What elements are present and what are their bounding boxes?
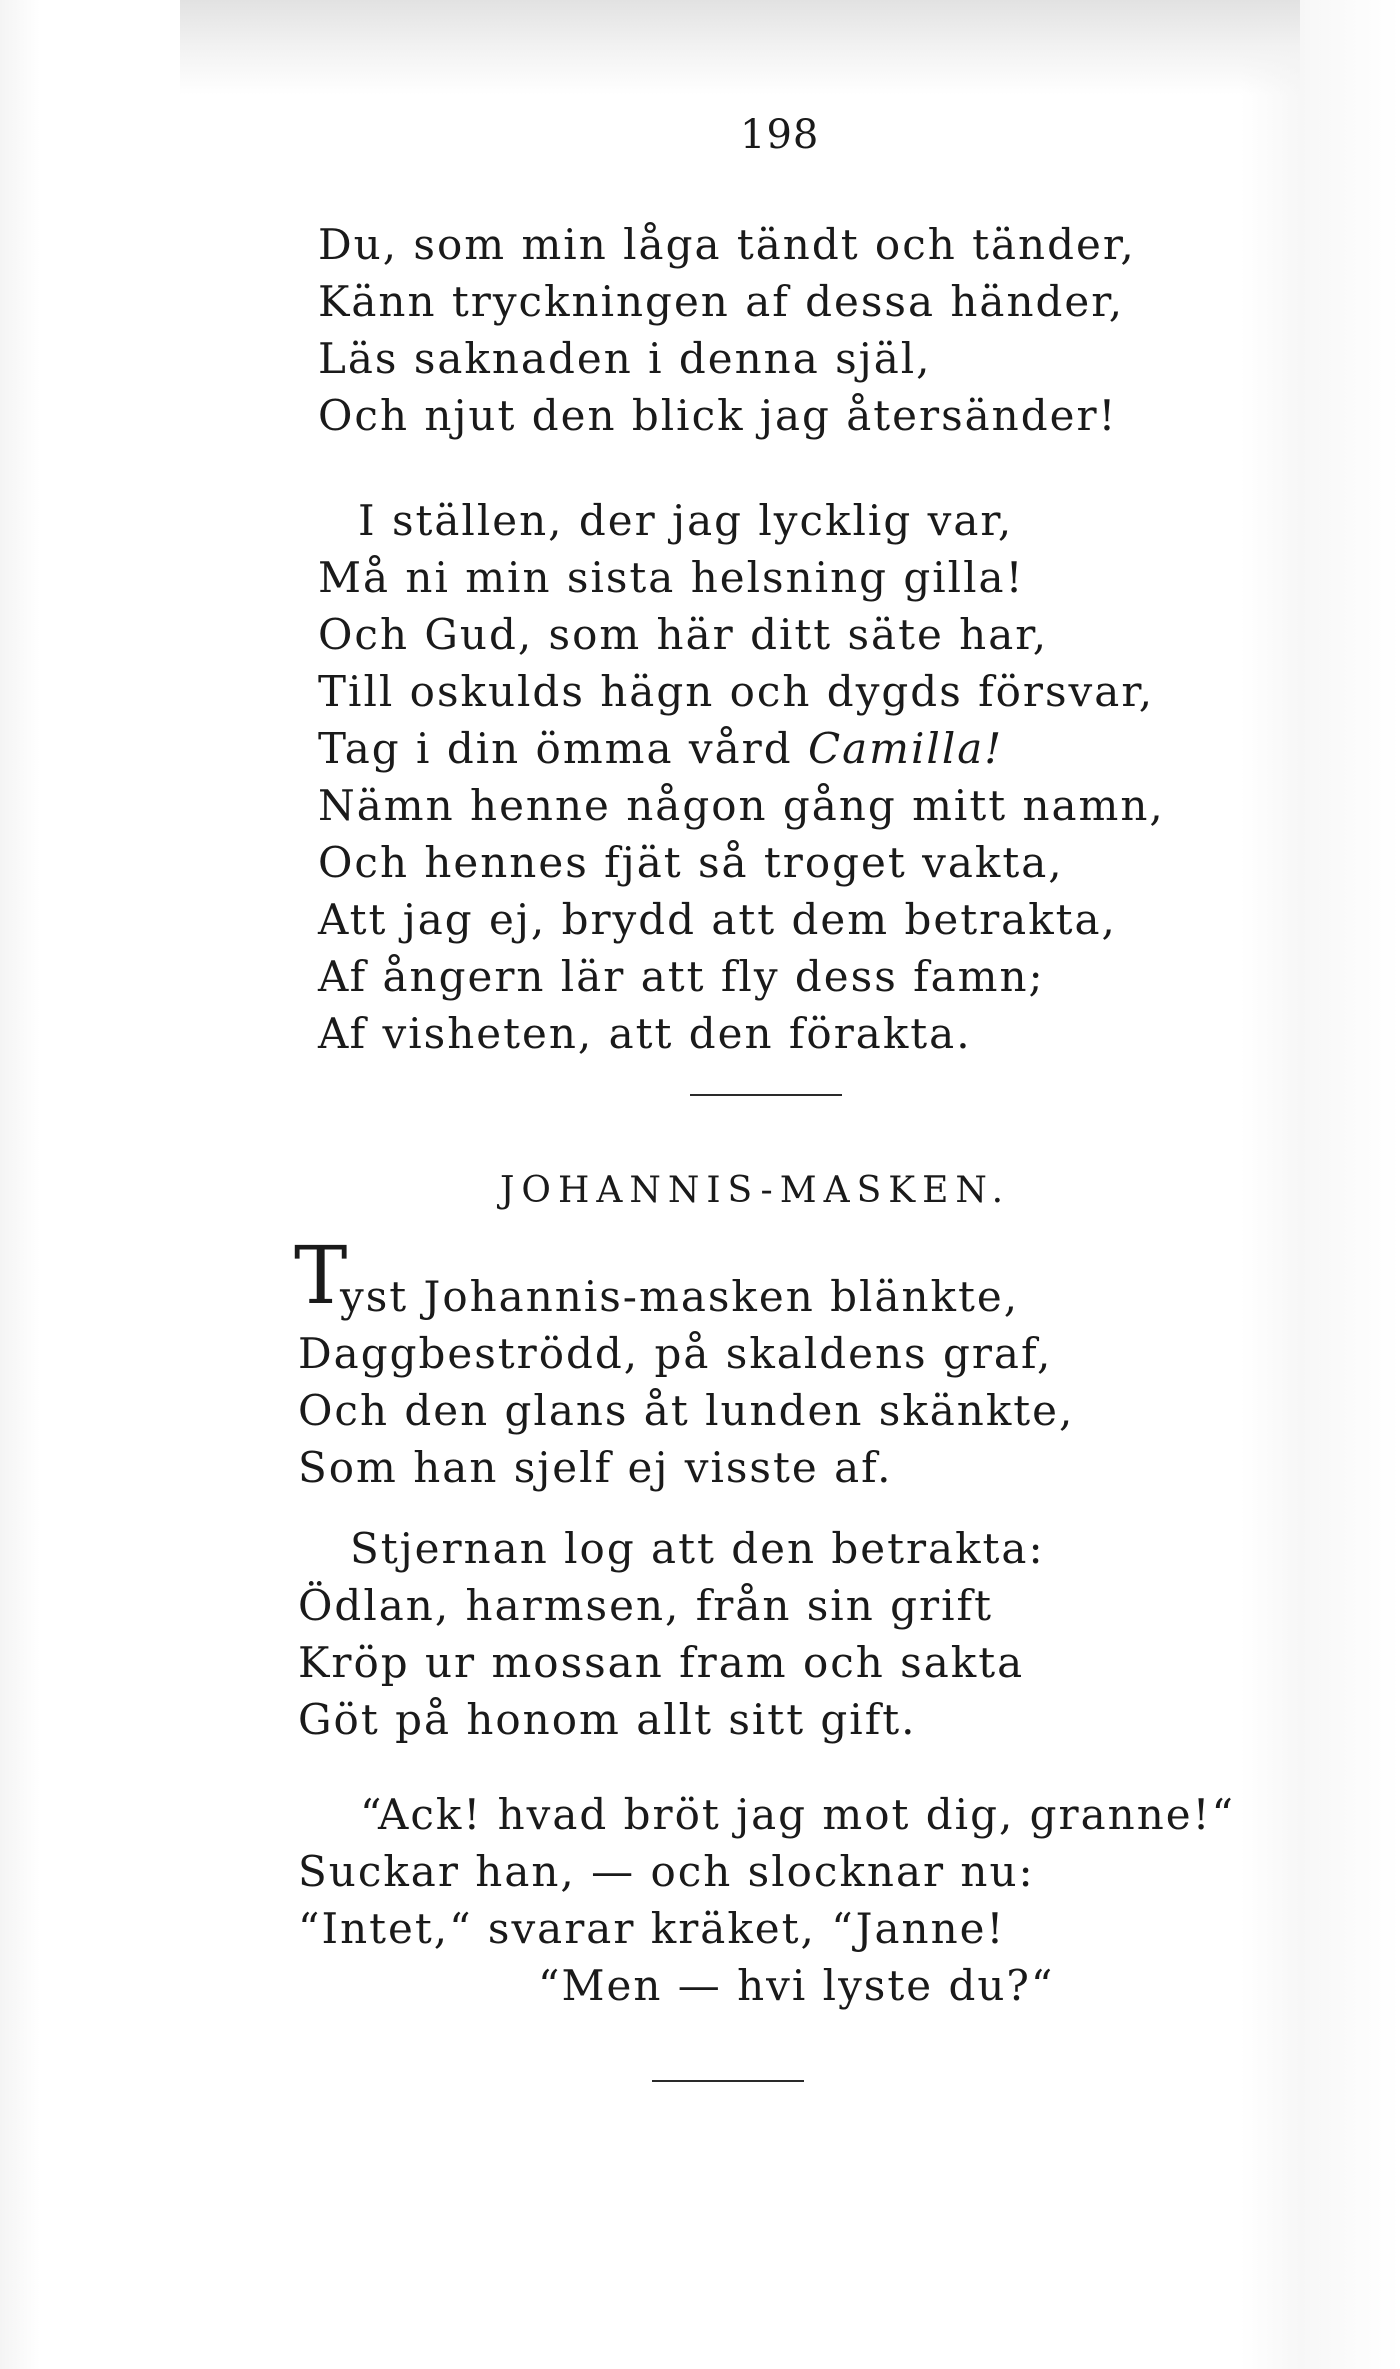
stanza bbox=[298, 1520, 1045, 1748]
verse-line: Af visheten, att den förakta. bbox=[318, 1009, 972, 1058]
verse-line: Göt på honom allt sitt gift. bbox=[298, 1695, 917, 1744]
verse-line: Till oskulds hägn och dygds försvar, bbox=[318, 667, 1155, 716]
verse-line: I ställen, der jag lycklig var, bbox=[358, 496, 1014, 545]
verse-line: Kröp ur mossan fram och sakta bbox=[298, 1638, 1025, 1687]
page-number: 198 bbox=[740, 112, 820, 158]
drop-cap: T bbox=[294, 1229, 348, 1322]
section-divider bbox=[690, 1094, 842, 1096]
end-divider bbox=[652, 2080, 804, 2082]
stanza bbox=[298, 1268, 1074, 1496]
verse-line: Att jag ej, brydd att dem betrakta, bbox=[318, 895, 1117, 944]
stanza bbox=[298, 1786, 1235, 2014]
verse-line: Och njut den blick jag återsänder! bbox=[318, 391, 1118, 440]
scan-shadow bbox=[180, 0, 1300, 95]
stanza bbox=[318, 492, 1165, 1062]
verse-line: Daggbeströdd, på skaldens graf, bbox=[298, 1329, 1053, 1378]
verse-line: Suckar han, — och slocknar nu: bbox=[298, 1847, 1035, 1896]
verse-line: Stjernan log att den betrakta: bbox=[350, 1524, 1045, 1573]
verse-line: Och Gud, som här ditt säte har, bbox=[318, 610, 1049, 659]
verse-line: Och hennes fjät så troget vakta, bbox=[318, 838, 1064, 887]
stanza bbox=[318, 216, 1136, 444]
italic-name: Camilla! bbox=[807, 724, 1004, 773]
verse-line: “Men — hvi lyste du?“ bbox=[538, 1961, 1055, 2010]
verse-line: Af ångern lär att fly dess famn; bbox=[318, 952, 1045, 1001]
verse-line bbox=[318, 720, 1165, 777]
verse-line: Må ni min sista helsning gilla! bbox=[318, 553, 1025, 602]
verse-line: Nämn henne någon gång mitt namn, bbox=[318, 781, 1165, 830]
verse-line: Läs saknaden i denna själ, bbox=[318, 334, 932, 383]
poem-title: JOHANNIS-MASKEN. bbox=[500, 1170, 1011, 1211]
verse-line: Du, som min låga tändt och tänder, bbox=[318, 220, 1136, 269]
verse-line: “Ack! hvad bröt jag mot dig, granne!“ bbox=[360, 1790, 1235, 1839]
verse-line: yst Johannis-masken blänkte, bbox=[340, 1272, 1020, 1321]
verse-line: Ödlan, harmsen, från sin grift bbox=[298, 1581, 993, 1630]
verse-line: “Intet,“ svarar kräket, “Janne! bbox=[298, 1904, 1006, 1953]
verse-line: Känn tryckningen af dessa händer, bbox=[318, 277, 1125, 326]
verse-line: Som han sjelf ej visste af. bbox=[298, 1443, 893, 1492]
verse-line: Och den glans åt lunden skänkte, bbox=[298, 1386, 1075, 1435]
verse-line-text: Tag i din ömma vård bbox=[318, 724, 808, 773]
